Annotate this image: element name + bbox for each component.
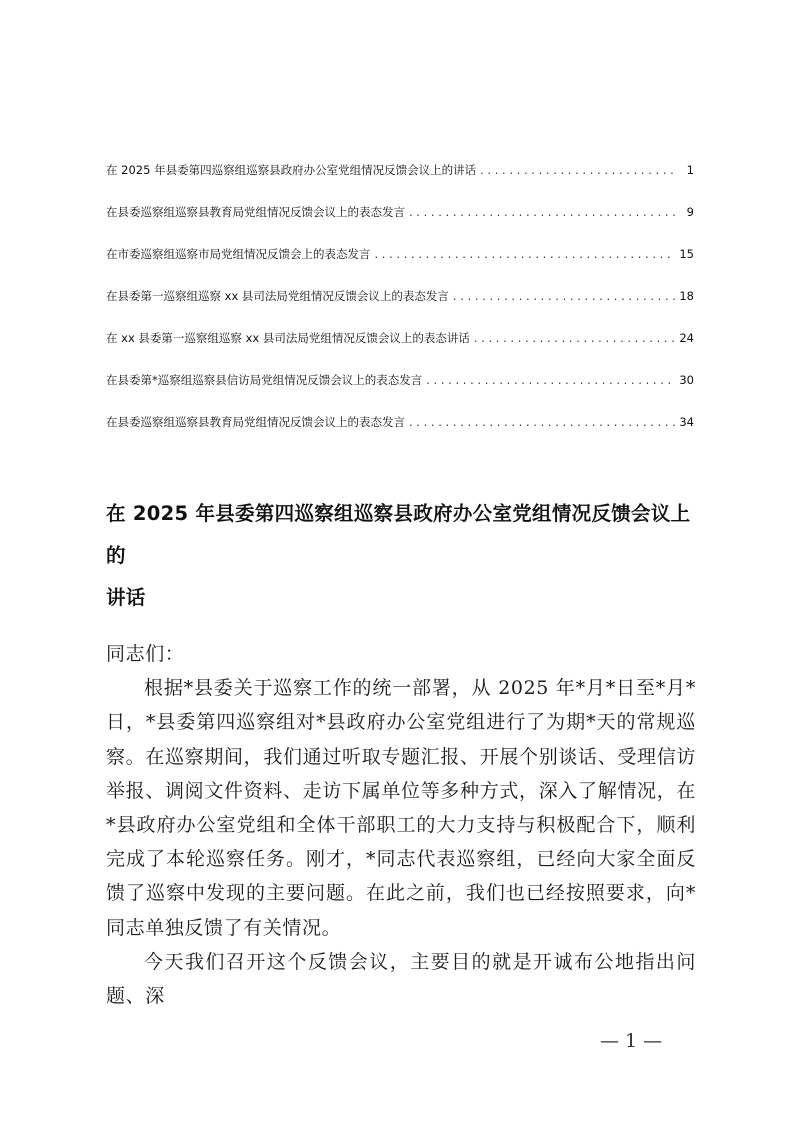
toc-entry-page: 15: [679, 247, 694, 261]
toc-leader-dots: [409, 412, 675, 432]
table-of-contents: [106, 160, 694, 454]
toc-leader-dots: [426, 370, 675, 390]
toc-entry-title: 在县委第*巡察组巡察县信访局党组情况反馈会议上的表态发言: [106, 373, 423, 387]
article-title-line-1: 在 2025 年县委第四巡察组巡察县政府办公室党组情况反馈会议上的: [106, 502, 691, 567]
toc-leader-dots: [409, 202, 678, 222]
toc-entry[interactable]: [106, 244, 694, 286]
toc-entry[interactable]: [106, 328, 694, 370]
toc-entry[interactable]: [106, 370, 694, 412]
body-paragraph: 今天我们召开这个反馈会议，主要目的就是开诚布公地指出问题、深: [106, 950, 696, 1008]
toc-entry[interactable]: [106, 202, 694, 244]
toc-entry-page: 1: [686, 163, 694, 177]
toc-entry-title: 在市委巡察组巡察市局党组情况反馈会上的表态发言: [106, 247, 371, 261]
toc-entry-page: 24: [679, 331, 694, 345]
salutation: 同志们：: [106, 643, 185, 665]
toc-entry-page: 34: [679, 415, 694, 429]
toc-entry-title: 在 xx 县委第一巡察组巡察 xx 县司法局党组情况反馈会议上的表态讲话: [106, 331, 470, 345]
toc-leader-dots: [375, 244, 676, 264]
toc-entry-title: 在县委巡察组巡察县教育局党组情况反馈会议上的表态发言: [106, 415, 405, 429]
article-title: [106, 493, 706, 619]
page-number: — 1 —: [600, 1030, 663, 1052]
toc-entry-page: 18: [679, 289, 694, 303]
toc-entry-page: 30: [679, 373, 694, 387]
toc-entry[interactable]: [106, 412, 694, 454]
body-paragraph: 根据*县委关于巡察工作的统一部署，从 2025 年*月*日至*月*日，*县委第四巡察组对*县政府办公室党组进行了为期*天的常规巡察。在巡察期间，我们通过听取专题汇报、开展个别谈话、受理信访举报、调阅文件资料、走访下属单位等多种方式，深入了解情况，在*县政府办公室党组和全体干部职工的大力支持与积极配合下，顺利完成了本轮巡察任务。刚才，*同志代表巡察组，已经向大家全面反馈了巡察中发现的主要问题。在此之前，我们也已经按照要求，向*同志单独反馈了有关情况。: [106, 677, 696, 939]
toc-entry-page: 9: [686, 205, 694, 219]
toc-leader-dots: [480, 160, 678, 180]
toc-entry[interactable]: [106, 286, 694, 328]
toc-leader-dots: [453, 286, 675, 306]
article-body: [106, 637, 696, 1013]
toc-entry[interactable]: [106, 160, 694, 202]
toc-entry-title: 在 2025 年县委第四巡察组巡察县政府办公室党组情况反馈会议上的讲话: [106, 163, 477, 177]
article-title-line-2: 讲话: [106, 586, 146, 609]
toc-entry-title: 在县委巡察组巡察县教育局党组情况反馈会议上的表态发言: [106, 205, 405, 219]
toc-leader-dots: [474, 328, 676, 348]
toc-entry-title: 在县委第一巡察组巡察 xx 县司法局党组情况反馈会议上的表态发言: [106, 289, 449, 303]
